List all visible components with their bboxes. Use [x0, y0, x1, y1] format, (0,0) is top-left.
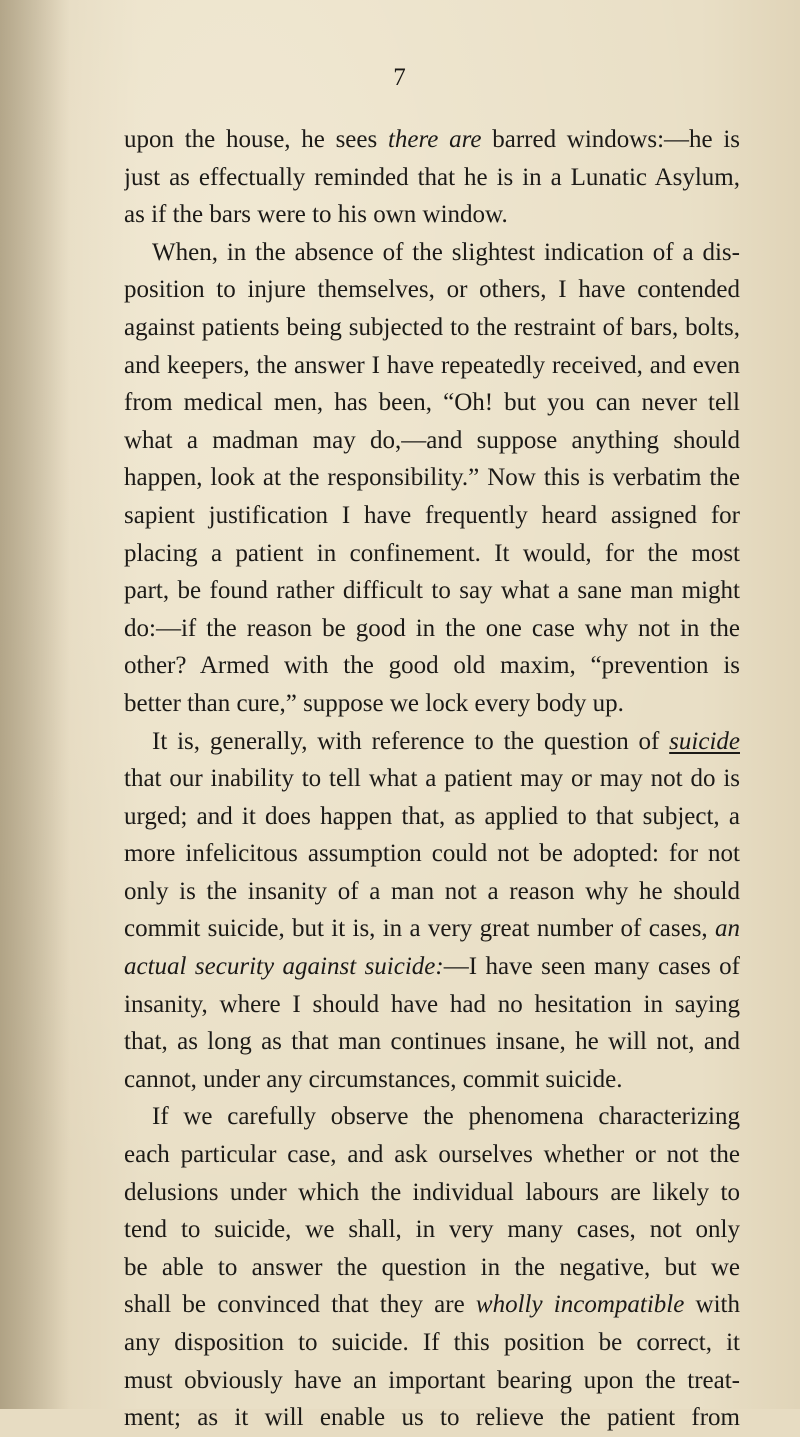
text-segment: If we carefully observe the phenomena characterizing	[152, 1103, 740, 1131]
text-line	[124, 159, 740, 197]
text-segment: insanity, where I should have had no hesitation in saying	[124, 990, 740, 1018]
text-line	[124, 384, 740, 422]
text-line	[124, 948, 740, 986]
text-segment: that, as long as that man continues insane, he will not, and	[124, 1028, 740, 1056]
text-line	[124, 835, 740, 873]
text-segment: do:—if the reason be good in the one case why not in the	[124, 614, 740, 642]
text-segment: commit suicide, but it is, in a very great number of cases,	[124, 915, 715, 943]
text-segment: sapient justification I have frequently heard assigned for	[124, 501, 740, 529]
text-line	[124, 271, 740, 309]
text-line	[124, 422, 740, 460]
text-line	[124, 1362, 740, 1400]
text-segment: delusions under which the individual labours are likely to	[124, 1178, 740, 1206]
text-segment: each particular case, and ask ourselves whether or not the	[124, 1141, 740, 1169]
page-number: 7	[393, 64, 407, 91]
text-segment: as if the bars were to his own window.	[124, 201, 508, 229]
text-segment: placing a patient in confinement. It would, for the most	[124, 539, 740, 567]
text-line	[124, 986, 740, 1024]
text-segment: be able to answer the question in the negative, but we	[124, 1253, 740, 1281]
text-segment: cannot, under any circumstances, commit suicide.	[124, 1065, 623, 1093]
text-line	[124, 1023, 740, 1061]
text-line	[124, 910, 740, 948]
emphasized-text: actual security against suicide:	[124, 953, 444, 981]
text-line	[124, 1399, 740, 1437]
text-line	[124, 234, 740, 272]
text-segment: more infelicitous assumption could not be adopted: for not	[124, 840, 740, 868]
text-line	[124, 798, 740, 836]
text-line	[124, 121, 740, 159]
text-segment: from medical men, has been, “Oh! but you can never tell	[124, 389, 740, 417]
text-segment: barred windows:—he is	[481, 126, 740, 153]
text-segment: shall be convinced that they are	[124, 1291, 476, 1319]
text-line	[124, 760, 740, 798]
text-line	[124, 1098, 740, 1136]
text-segment: just as effectually reminded that he is in a Lunatic Asylum,	[124, 163, 740, 191]
text-segment: ment; as it will enable us to relieve the patient from	[124, 1404, 740, 1432]
text-segment: It is, generally, with reference to the question of	[152, 727, 670, 755]
emphasized-text: there are	[387, 126, 482, 153]
text-segment: against patients being subjected to the restraint of bars, bolts,	[124, 313, 740, 341]
text-segment: happen, look at the responsibility.” Now this is verbatim the	[124, 464, 740, 492]
text-segment: When, in the absence of the slightest indication of a dis-	[152, 238, 740, 266]
text-line	[124, 873, 740, 911]
text-segment: what a madman may do,—and suppose anything should	[124, 426, 740, 454]
text-line	[124, 647, 740, 685]
text-segment: with	[684, 1291, 740, 1319]
text-line	[124, 196, 740, 234]
text-segment: urged; and it does happen that, as applied to that subject, a	[124, 802, 740, 830]
text-line	[124, 497, 740, 535]
text-line	[124, 1061, 740, 1099]
emphasized-text: wholly incompatible	[475, 1291, 685, 1319]
text-segment: position to injure themselves, or others, I have contended	[124, 276, 740, 304]
text-line	[124, 1324, 740, 1362]
emphasized-text: an	[715, 915, 740, 943]
text-line	[124, 347, 740, 385]
text-segment: must obviously have an important bearing upon the treat-	[124, 1366, 740, 1394]
text-line	[124, 610, 740, 648]
text-line	[124, 1174, 740, 1212]
text-segment: upon the house, he sees	[124, 126, 388, 153]
binding-shadow	[0, 0, 70, 1409]
text-line	[124, 572, 740, 610]
text-line	[124, 1286, 740, 1324]
text-line	[124, 1211, 740, 1249]
text-segment: and keepers, the answer I have repeatedly received, and even	[124, 351, 740, 379]
text-segment: part, be found rather difficult to say what a sane man might	[124, 577, 740, 605]
text-line	[124, 1136, 740, 1174]
text-segment: any disposition to suicide. If this position be correct, it	[124, 1329, 740, 1356]
text-segment: better than cure,” suppose we lock every body up.	[124, 689, 624, 717]
text-line	[124, 685, 740, 723]
text-segment: tend to suicide, we shall, in very many cases, not only	[124, 1216, 740, 1244]
text-line	[124, 535, 740, 573]
text-line	[124, 459, 740, 497]
text-line	[124, 1249, 740, 1287]
text-line	[124, 723, 740, 761]
emphasized-text: suicide	[669, 727, 740, 755]
text-line	[124, 309, 740, 347]
text-segment: that our inability to tell what a patient may or may not do is	[124, 765, 740, 793]
text-segment: —I have seen many cases of	[443, 953, 740, 981]
text-segment: other? Armed with the good old maxim, “prevention is	[124, 652, 740, 680]
body-text	[124, 121, 740, 1437]
text-segment: only is the insanity of a man not a reason why he should	[124, 877, 740, 905]
